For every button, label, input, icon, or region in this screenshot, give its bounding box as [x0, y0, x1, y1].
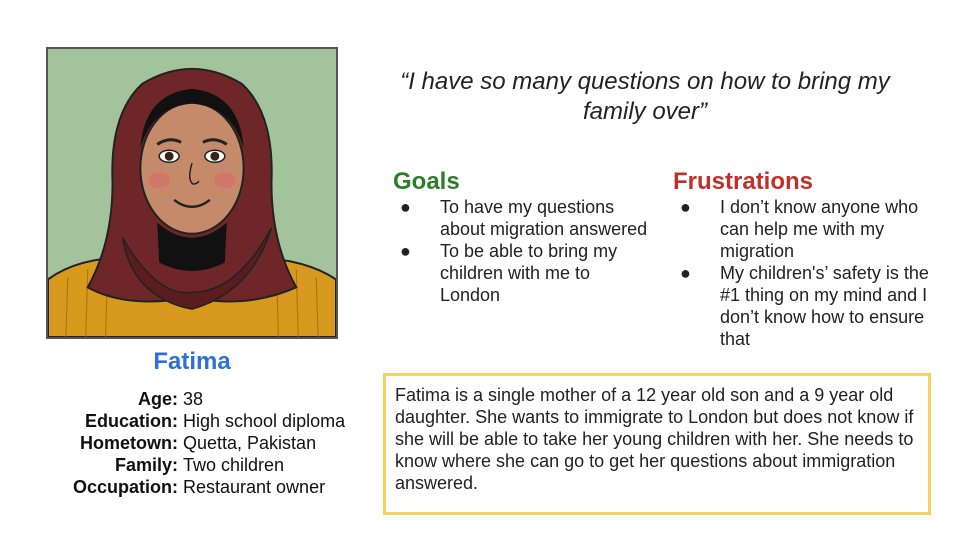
bullet-icon: ●: [400, 197, 411, 217]
persona-name: Fatima: [153, 348, 231, 375]
detail-value: High school diploma: [183, 411, 346, 431]
goals-heading: Goals: [393, 168, 460, 195]
detail-label: Occupation:: [72, 477, 178, 497]
detail-label: Hometown:: [80, 433, 178, 453]
persona-details: [60, 388, 380, 498]
detail-label: Age:: [138, 389, 178, 409]
frustrations-heading: Frustrations: [673, 168, 814, 195]
persona-avatar: [46, 47, 338, 339]
detail-row-education: [60, 410, 380, 432]
woman-hijab-portrait-icon: [48, 49, 336, 337]
detail-value: Quetta, Pakistan: [183, 433, 317, 453]
bullet-icon: ●: [400, 241, 411, 261]
persona-quote: “I have so many questions on how to bring my family over”: [400, 68, 890, 125]
detail-row-family: [60, 454, 380, 476]
frustrations-list: [673, 196, 933, 350]
detail-value: Restaurant owner: [183, 477, 326, 497]
detail-value: 38: [183, 389, 204, 409]
list-item: [673, 262, 933, 350]
goals-list: [393, 196, 653, 306]
bullet-icon: ●: [680, 263, 691, 283]
list-item: [673, 196, 933, 262]
detail-label: Education:: [85, 411, 178, 431]
bullet-icon: ●: [680, 197, 691, 217]
list-item: [393, 196, 653, 240]
detail-row-occupation: [60, 476, 380, 498]
detail-row-hometown: [60, 432, 380, 454]
goal-text: To have my questions about migration answered: [440, 197, 648, 239]
detail-row-age: [60, 388, 380, 410]
list-item: [393, 240, 653, 306]
detail-value: Two children: [183, 455, 285, 475]
persona-bio: Fatima is a single mother of a 12 year old son and a 9 year old daughter. She wants to immigrate to London but does not know if she will be able to take her young children with her. She needs to know where she can go to get her questions about immigration answered.: [383, 373, 931, 515]
goal-text: To be able to bring my children with me to London: [440, 241, 618, 305]
frustration-text: I don’t know anyone who can help me with my migration: [720, 197, 919, 261]
detail-label: Family:: [114, 455, 178, 475]
frustration-text: My children's’ safety is the #1 thing on my mind and I don’t know how to ensure that: [720, 263, 929, 349]
